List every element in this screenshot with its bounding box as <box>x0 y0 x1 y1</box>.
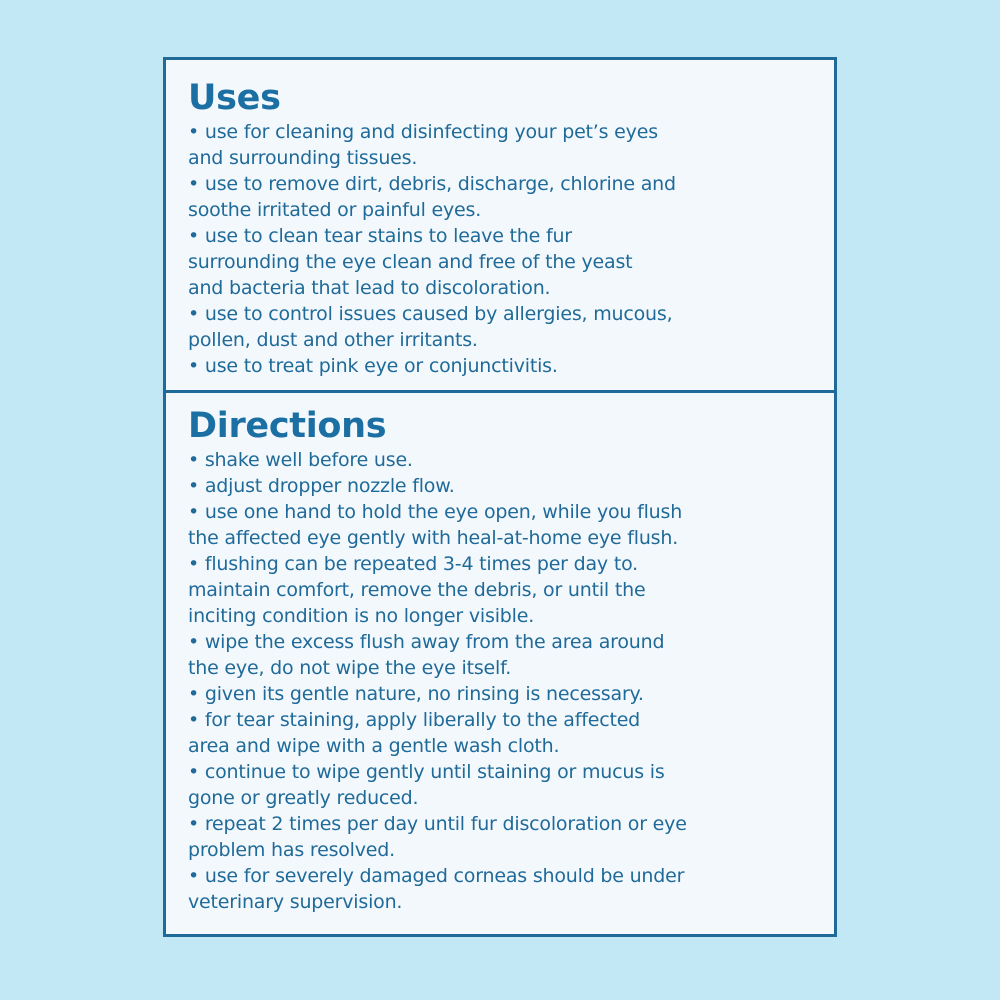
directions-item-9: • repeat 2 times per day until fur discoloration or eye problem has resolved. <box>188 813 687 861</box>
directions-item-2: • adjust dropper nozzle flow. <box>188 475 455 497</box>
directions-item-8: • continue to wipe gently until staining or mucus is gone or greatly reduced. <box>188 761 665 809</box>
directions-item-10: • use for severely damaged corneas should be under veterinary supervision. <box>188 865 685 913</box>
directions-heading: Directions <box>188 406 387 446</box>
uses-item-1: • use for cleaning and disinfecting your pet’s eyes and surrounding tissues. <box>188 121 658 169</box>
directions-item-7: • for tear staining, apply liberally to the affected area and wipe with a gentle wash cloth. <box>188 709 641 757</box>
directions-item-5: • wipe the excess flush away from the area around the eye, do not wipe the eye itself. <box>188 631 665 679</box>
uses-item-2: • use to remove dirt, debris, discharge, chlorine and soothe irritated or painful eyes. <box>188 173 676 221</box>
directions-list <box>188 447 814 915</box>
uses-list <box>188 119 814 379</box>
uses-item-3: • use to clean tear stains to leave the fur surrounding the eye clean and free of the yeast and bacteria that lead to discoloration. <box>188 225 633 299</box>
uses-item-5: • use to treat pink eye or conjunctivitis. <box>188 355 558 377</box>
directions-section <box>166 393 834 934</box>
uses-item-4: • use to control issues caused by allergies, mucous, pollen, dust and other irritants. <box>188 303 673 351</box>
directions-item-1: • shake well before use. <box>188 449 413 471</box>
directions-item-3: • use one hand to hold the eye open, while you flush the affected eye gently with heal-at-home eye flush. <box>188 501 683 549</box>
uses-section <box>166 60 834 393</box>
directions-item-4: • flushing can be repeated 3-4 times per day to. maintain comfort, remove the debris, or until the inciting condition is no longer visible. <box>188 553 646 627</box>
directions-item-6: • given its gentle nature, no rinsing is necessary. <box>188 683 644 705</box>
info-card <box>163 57 837 937</box>
uses-heading: Uses <box>188 78 281 118</box>
